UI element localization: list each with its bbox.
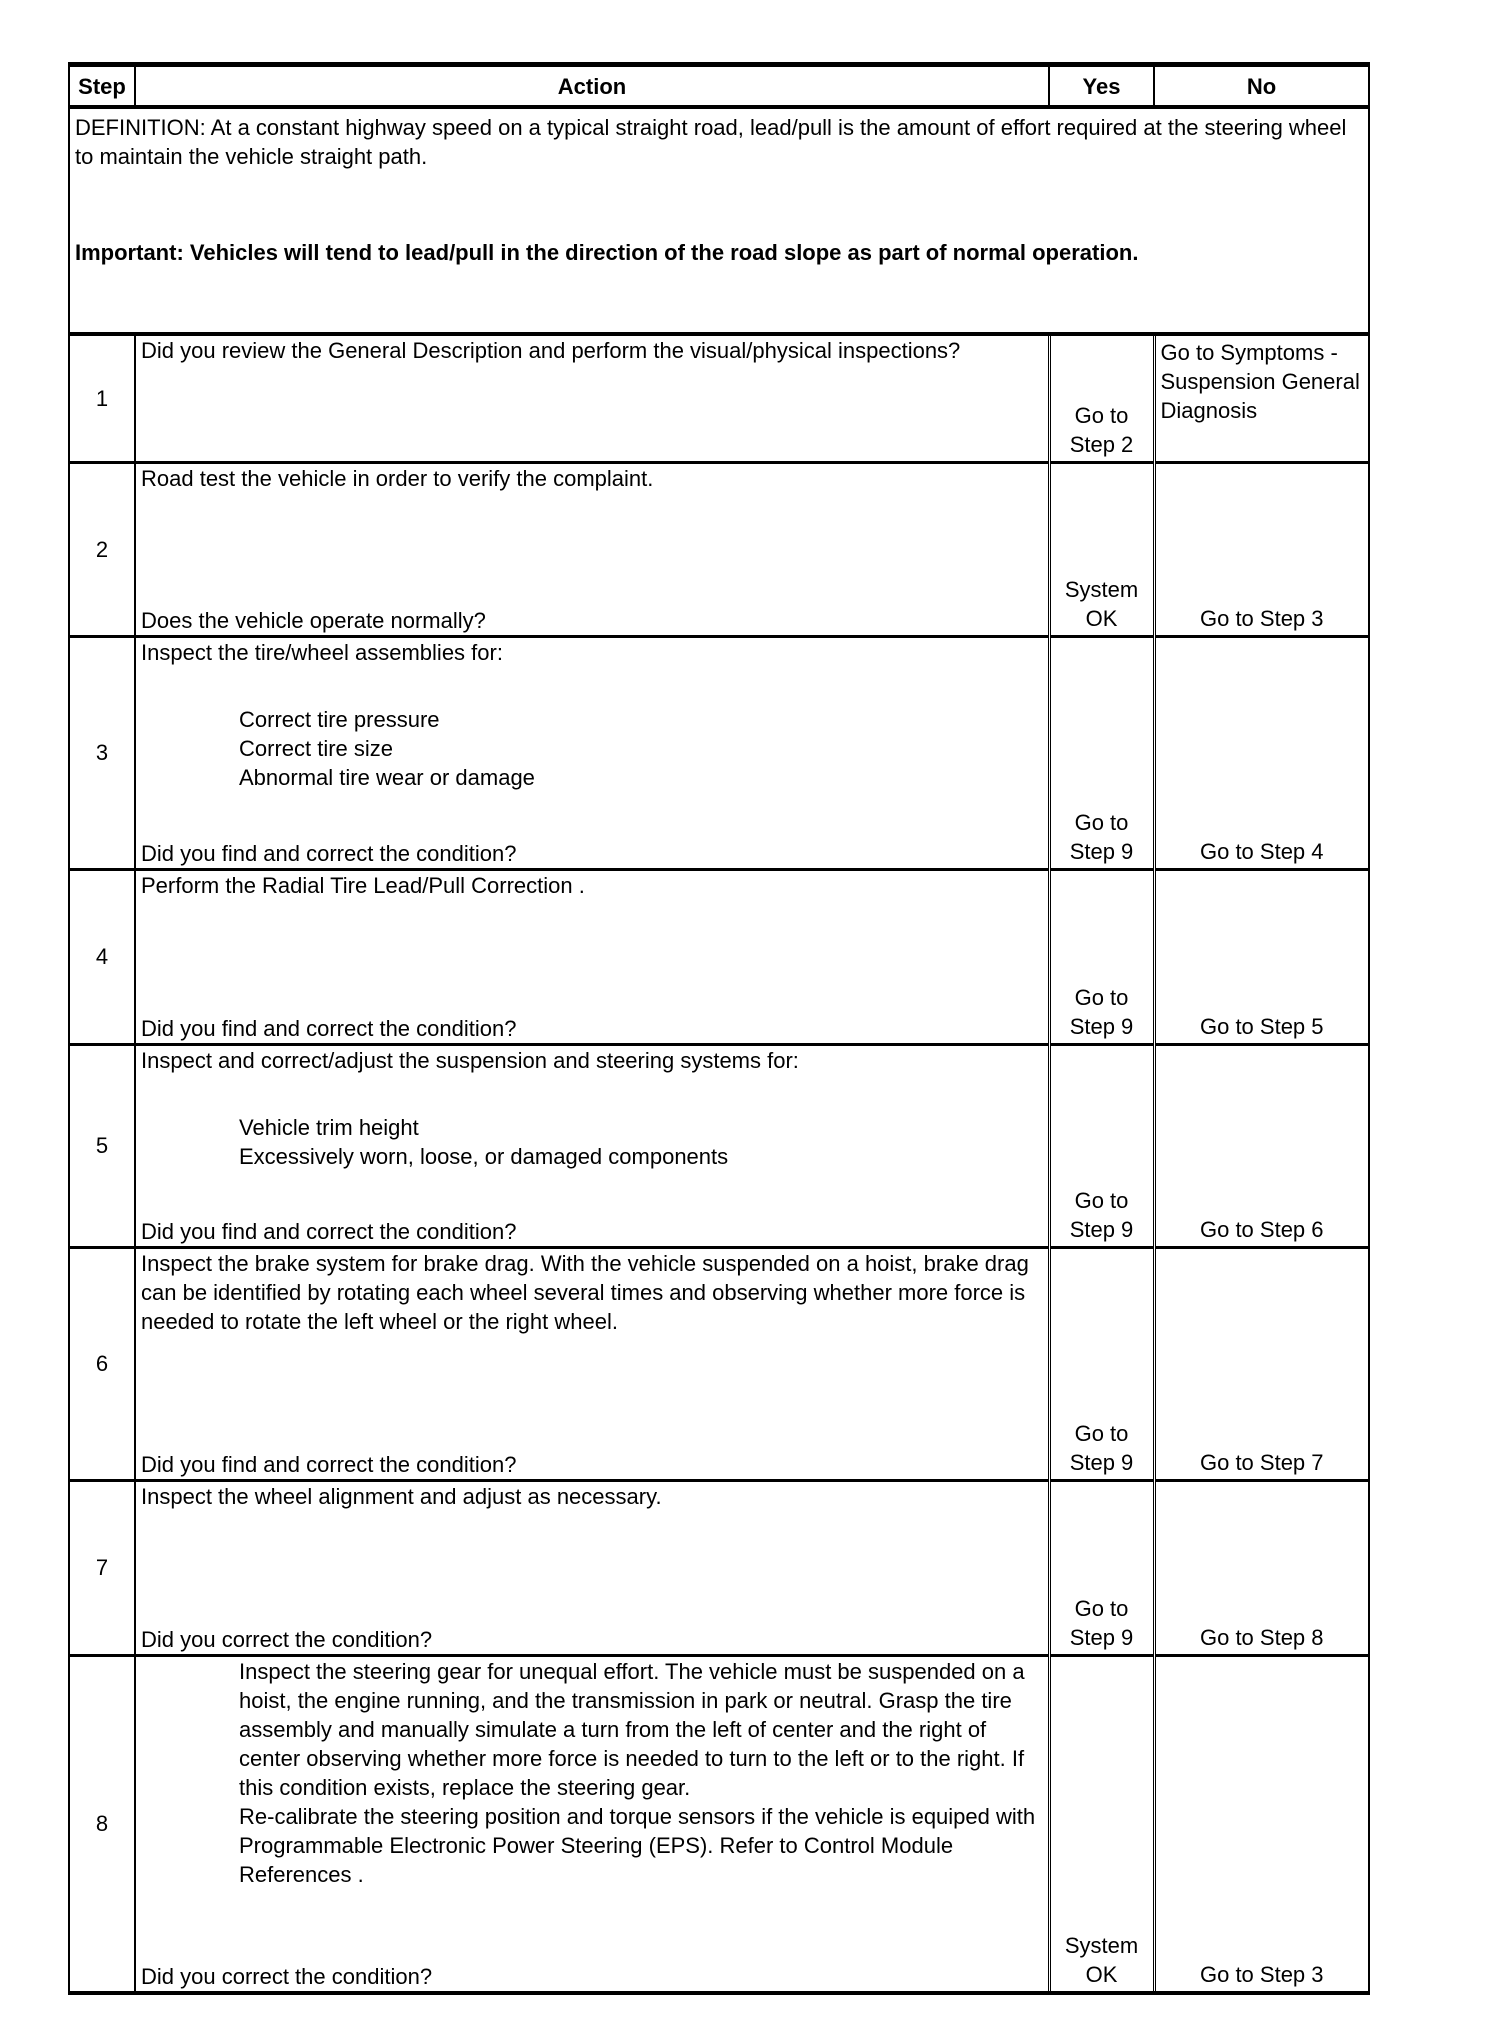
yes-result: Go to Step 2 <box>1049 334 1154 462</box>
no-result: Go to Step 5 <box>1154 869 1369 1044</box>
step-action: Inspect the wheel alignment and adjust as necessary. <box>141 1483 662 1509</box>
yes-result: Go to Step 9 <box>1049 1044 1154 1247</box>
no-result: Go to Step 8 <box>1154 1480 1369 1655</box>
header-yes: Yes <box>1049 65 1154 108</box>
step-row-7 <box>69 1480 1369 1655</box>
definition-row <box>69 107 1369 334</box>
step-row-1 <box>69 334 1369 462</box>
step-question: Did you correct the condition? <box>141 1964 433 1989</box>
header-step: Step <box>69 65 135 108</box>
yes-result: Go to Step 9 <box>1049 869 1154 1044</box>
step-row-3 <box>69 636 1369 869</box>
step-action: Inspect the tire/wheel assemblies for: <box>141 639 503 665</box>
no-result: Go to Step 3 <box>1154 1655 1369 1993</box>
no-result: Go to Symptoms - Suspension General Diagnosis <box>1154 334 1369 462</box>
step-number: 8 <box>69 1655 135 1993</box>
diagnostic-table <box>68 62 1370 1995</box>
yes-result: Go to Step 9 <box>1049 636 1154 869</box>
step-number: 1 <box>69 334 135 462</box>
step-action: Inspect and correct/adjust the suspension and steering systems for: <box>141 1047 799 1073</box>
step-number: 6 <box>69 1247 135 1480</box>
step-question: Does the vehicle operate normally? <box>141 607 486 633</box>
header-row <box>69 65 1369 108</box>
step-action: Inspect the steering gear for unequal effort. The vehicle must be suspended on a hoist, the engine running, and the transmission in park or neutral. Grasp the tire assembly and manually simulate a turn from the left of center and the right of center observing whether more force is needed to turn to the left or to the right. If this condition exists, replace the steering gear. <box>239 1658 1025 1800</box>
check-item: Excessively worn, loose, or damaged components <box>239 1143 729 1169</box>
step-row-5 <box>69 1044 1369 1247</box>
check-item: Vehicle trim height <box>239 1114 419 1140</box>
step-number: 3 <box>69 636 135 869</box>
step-number: 7 <box>69 1480 135 1655</box>
step-number: 5 <box>69 1044 135 1247</box>
step-action: Did you review the General Description and perform the visual/physical inspections? <box>141 338 961 363</box>
check-item: Correct tire size <box>239 735 394 761</box>
step-question: Did you find and correct the condition? <box>141 1218 517 1244</box>
step-question: Did you find and correct the condition? <box>141 1451 517 1477</box>
step-row-2 <box>69 462 1369 636</box>
yes-result: Go to Step 9 <box>1049 1247 1154 1480</box>
no-result: Go to Step 6 <box>1154 1044 1369 1247</box>
important-note: Important: Vehicles will tend to lead/pull in the direction of the road slope as part of normal operation. <box>75 240 1139 265</box>
step-action-secondary: Re-calibrate the steering position and torque sensors if the vehicle is equiped with Programmable Electronic Power Steering (EPS). Refer to Control Module References . <box>239 1803 1036 1887</box>
no-result: Go to Step 3 <box>1154 462 1369 636</box>
yes-result: Go to Step 9 <box>1049 1480 1154 1655</box>
yes-result: System OK <box>1049 462 1154 636</box>
step-question: Did you find and correct the condition? <box>141 1015 517 1041</box>
step-number: 2 <box>69 462 135 636</box>
step-row-8 <box>69 1655 1369 1993</box>
step-row-6 <box>69 1247 1369 1480</box>
no-result: Go to Step 7 <box>1154 1247 1369 1480</box>
step-row-4 <box>69 869 1369 1044</box>
yes-result: System OK <box>1049 1655 1154 1993</box>
header-no: No <box>1154 65 1369 108</box>
check-item: Correct tire pressure <box>239 706 440 732</box>
step-question: Did you correct the condition? <box>141 1626 433 1652</box>
step-question: Did you find and correct the condition? <box>141 840 517 866</box>
step-action: Inspect the brake system for brake drag. With the vehicle suspended on a hoist, brake drag can be identified by rotating each wheel several times and observing whether more force is needed to rotate the left wheel or the right wheel. <box>141 1250 1029 1334</box>
step-action: Perform the Radial Tire Lead/Pull Correction . <box>141 872 585 898</box>
step-number: 4 <box>69 869 135 1044</box>
step-action: Road test the vehicle in order to verify the complaint. <box>141 465 654 491</box>
no-result: Go to Step 4 <box>1154 636 1369 869</box>
definition-text: DEFINITION: At a constant highway speed on a typical straight road, lead/pull is the amount of effort required at the steering wheel to maintain the vehicle straight path. <box>75 115 1347 169</box>
header-action: Action <box>135 65 1049 108</box>
check-item: Abnormal tire wear or damage <box>239 764 535 790</box>
